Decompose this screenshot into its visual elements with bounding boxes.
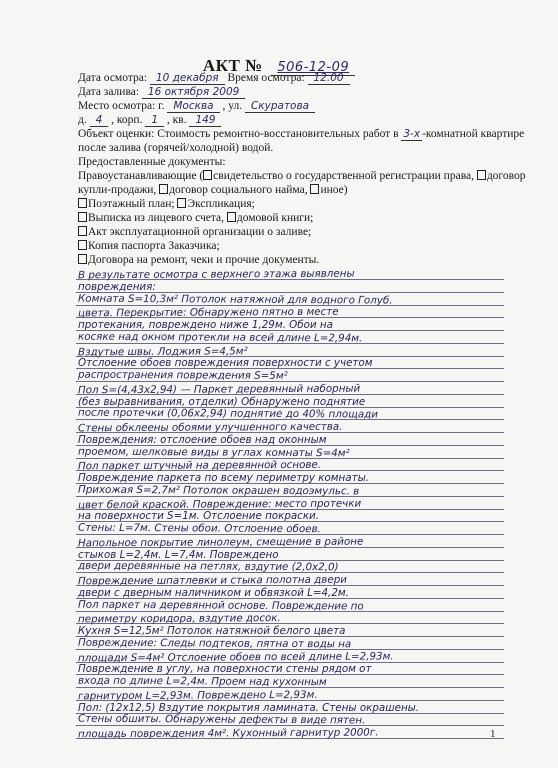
object-label: Объект оценки: Стоимость ремонтно-восстановительных работ в [78,128,399,140]
doc-item-text: договор социального найма, [169,184,308,196]
handwritten-line: после протечки (0,06x2,94) поднятие до 40% площади [77,406,379,421]
handwritten-line: проемом, шелковые виды в углах комнаты S=4м² [77,445,350,459]
handwritten-line: повреждения: [78,280,156,293]
doc-item-text: Акт эксплуатационной организации о заливе; [88,226,312,238]
house-value: 4 [90,114,109,127]
checkbox-icon [78,254,87,264]
handwritten-line: распространения повреждения S=5м² [77,368,288,382]
handwritten-line: Пол: (12x12,5) Вздутие покрытия ламината. Стены окрашены. [78,701,420,714]
korp-label: , корп. [111,114,143,126]
documents-row-7 [78,253,319,267]
documents-row-6 [78,239,220,253]
handwritten-line: Повреждения: отслоение обоев над оконным [78,433,327,446]
documents-row-3 [78,197,255,211]
place-label: Место осмотра: г. [78,100,165,112]
handwritten-line: Прихожая S=2,7м² Потолок окрашен водоэмульс. в [77,483,360,498]
street-value: Скуратова [245,100,315,113]
doc-item-text: Поэтажный план; [88,198,175,210]
documents-row-4 [78,211,313,225]
handwritten-line: Напольное покрытие линолеум, смещение в районе [77,535,364,550]
checkbox-icon [78,226,87,236]
handwritten-line: Стены обклеены обоями улучшенного качества. [77,420,343,435]
handwritten-line: входа по длине L=2,4м. Проем над кухонным [77,674,327,689]
handwritten-line: Отслоение обоев повреждения поверхности с учетом [78,357,373,370]
inspection-date-label: Дата осмотра: [78,72,148,84]
handwritten-line: Стены: L=7м. Стены обои. Отслоение обоев. [77,521,321,536]
handwritten-line: Комната S=10,3м² Потолок натяжной для водного Голуб. [77,292,393,307]
checkbox-icon [78,240,87,250]
address-line [78,113,221,127]
handwritten-line: (без выравнивания, отделки) Обнаружено поднятие [78,395,366,408]
documents-heading: Предоставленные документы: [78,156,226,168]
checkbox-icon [177,198,186,208]
handwritten-line: на поверхности S=1м. Отслоение покраски. [78,510,320,523]
handwritten-line: гарнитуром L=2,93м. Повреждено L=2,93м. [77,688,318,703]
checkbox-icon [78,198,87,208]
handwritten-line: цвет белой краской. Повреждение: место протечки [77,497,362,511]
handwritten-line: Повреждение в углу, на поверхности стены рядом от [78,663,372,676]
doc-item-text: Выписка из лицевого счета, [88,212,224,224]
flat-value: 149 [189,114,221,127]
doc-item-text: Правоустанавливающие ( [78,170,204,182]
doc-item-text: Договора на ремонт, чеки и прочие документы. [88,254,320,266]
doc-item-text: Копия паспорта Заказчика; [88,240,220,252]
page-number: 1 [490,728,496,740]
checkbox-icon [310,184,319,194]
doc-item-text: Экспликация; [187,198,255,210]
checkbox-icon [203,170,212,180]
act-number: 506-12-09 [271,60,355,76]
doc-item-text: купли-продажи, [78,184,157,196]
handwritten-line: В результате осмотра с верхнего этажа выявлены [77,267,355,282]
documents-row-5 [78,225,311,239]
checkbox-icon [477,170,486,180]
doc-item-text: иное) [320,184,348,196]
object-line-2: после залива (горячей/холодной) водой. [78,142,274,154]
city-value: Москва [167,100,219,113]
handwritten-line: Кухня S=12,5м² Потолок натяжной белого цвета [78,625,346,637]
rooms-value: 3-х [403,128,421,140]
documents-row-2 [78,183,348,197]
handwritten-line: Пол паркет на деревянной основе. Повреждение по [77,598,364,612]
korp-value: 1 [145,114,164,127]
doc-item-text: договор [486,170,526,182]
street-label: , ул. [222,100,243,112]
act-title-label: АКТ № [202,56,263,75]
flood-date-label: Дата залива: [78,86,140,98]
object-line [78,127,524,141]
handwritten-line: Повреждение паркета по всему периметру комнаты. [78,472,369,484]
documents-row-1 [78,169,525,183]
doc-item-text: домовой книги; [236,212,314,224]
doc-item-text: свидетельство о государственной регистрации права, [213,170,474,182]
handwritten-line: косяке над окном протекли на всей длине L=2,94м. [77,330,363,345]
handwritten-line: периметру коридора, вздутие досок. [77,612,281,626]
inspection-time-value: 12.00 [308,72,350,85]
flat-label: , кв. [166,114,187,126]
handwritten-line: двери с дверным наличником и обвязкой L=4,2м. [78,586,349,599]
house-label: д. [78,114,87,126]
checkbox-icon [227,212,236,222]
place-line [78,99,315,113]
inspection-time-label: Время осмотра: [227,72,305,84]
handwritten-line: площадь повреждения 4м². Кухонный гарнитур 2000г. [77,726,379,741]
handwritten-line: площади S=4м² Отслоение обоев по всей длине L=2,93м. [77,649,394,664]
handwritten-line: двери деревянные на петлях, вздутие (2,0x2,0) [77,559,339,574]
handwritten-line: Пол S=(4,43x2,94) — Паркет деревянный наборный [77,382,361,397]
handwritten-line: Повреждение шпатлевки и стыка полотна двери [77,573,347,588]
handwritten-line: цвета. Перекрытие: Обнаружено пятно в месте [77,305,339,320]
flood-date-line [78,85,245,99]
handwritten-line: протекания, повреждено ниже 1,29м. Обои на [78,319,333,331]
inspection-date-value: 10 декабря [150,72,225,85]
flood-date-value: 16 октября 2009 [142,86,245,99]
checkbox-icon [159,184,168,194]
handwritten-line: Повреждение: Следы подтеков, пятна от воды на [77,636,352,651]
inspection-date-line [78,71,350,85]
handwritten-line: стыков L=2,4м. L=7,4м. Повреждено [78,548,279,561]
handwritten-line: Вздутые швы. Лоджия S=4,5м² [77,344,248,358]
checkbox-icon [78,212,87,222]
handwritten-line: Пол паркет штучный на деревянной основе. [77,459,322,473]
object-label-end: -комнатной квартире [422,128,525,140]
handwritten-line: Стены обшиты. Обнаружены дефекты в виде пятен. [77,712,366,727]
